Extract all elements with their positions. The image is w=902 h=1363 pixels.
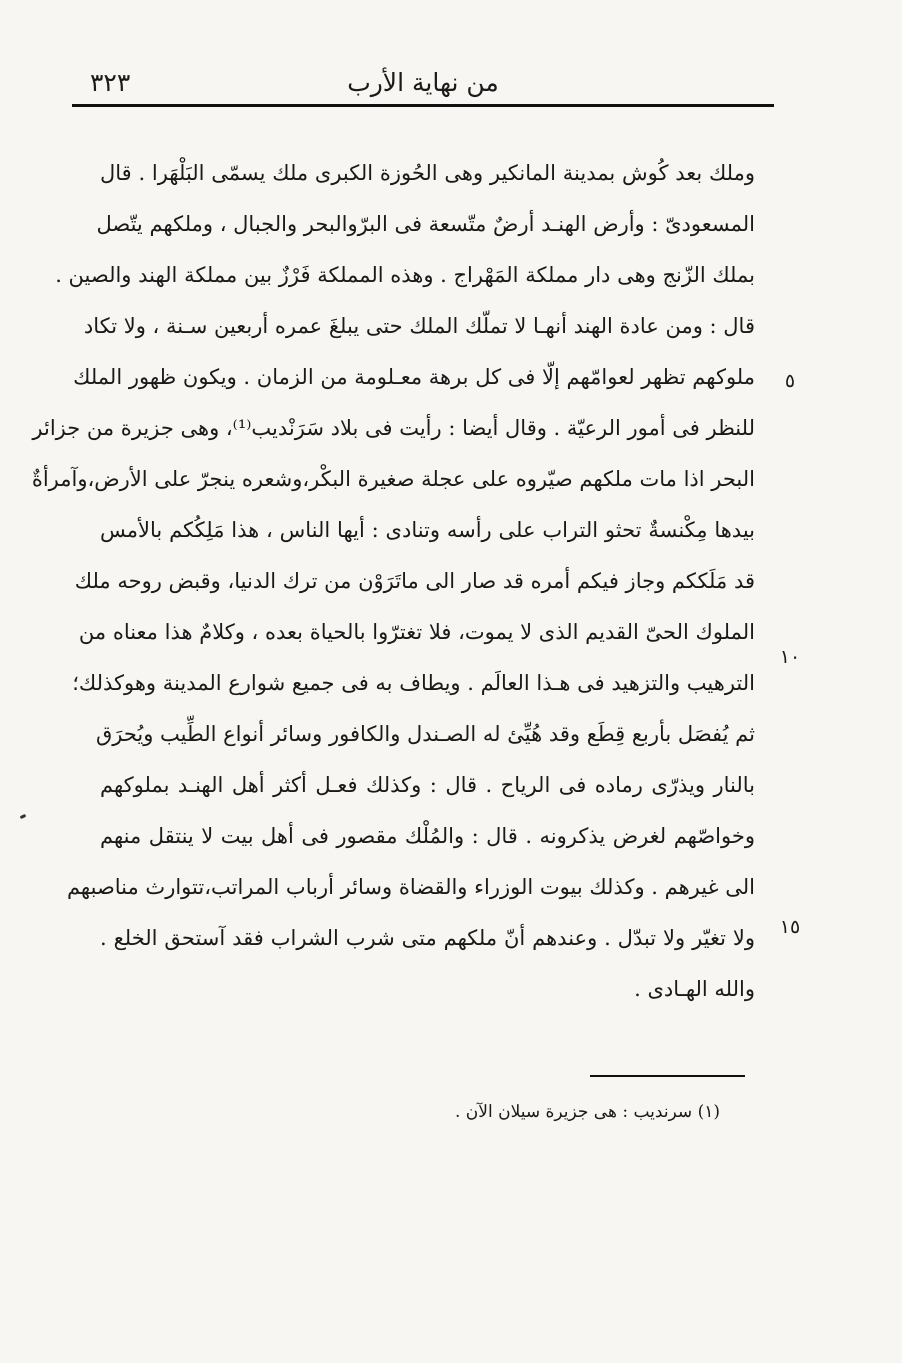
text-line: وملك بعد كُوش بمدينة المانكير وهى الحُوزة الكبرى ملك يسمّى البَلْهَرا . قال — [100, 161, 755, 185]
footnote: (١) سرنديب : هى جزيرة سيلان الآن . — [454, 1102, 720, 1122]
text-line: الى غيرهم . وكذلك بيوت الوزراء والقضاة وسائر أرباب المراتب،تتوارث مناصبهم — [66, 875, 755, 899]
page-header — [72, 62, 774, 107]
text-line: المسعودىّ : وأرض الهنـد أرضٌ متّسعة فى البرّوالبحر والجبال ، وملكهم يتّصل — [96, 212, 755, 236]
line-number-marker: ١٠ — [779, 646, 801, 668]
text-line: بالنار ويذرّى رماده فى الرياح . قال : وكذلك فعـل أكثر أهل الهنـد بملوكهم — [100, 773, 755, 797]
main-text — [31, 148, 755, 1015]
running-title: من نهاية الأرب — [347, 68, 499, 97]
text-line: للنظر فى أمور الرعيّة . وقال أيضا : رأيت فى بلاد سَرَنْديب⁽¹⁾، وهى جزيرة من جزائر — [32, 416, 755, 440]
text-line: وخواصّهم لغرض يذكرونه . قال : والمُلْك مقصور فى أهل بيت لا ينتقل منهم — [100, 824, 755, 848]
text-line: بملك الزّنج وهى دار مملكة المَهْراج . وهذه المملكة فَرْزٌ بين مملكة الهند والصين . — [55, 263, 755, 287]
text-line: قال : ومن عادة الهند أنهـا لا تملّك الملك حتى يبلغَ عمره أربعين سـنة ، ولا تكاد — [83, 314, 755, 338]
text-line: ثم يُفصَل بأربع قِطَع وقد هُيِّئ له الصـندل والكافور وسائر أنواع الطِّيب ويُحرَق — [95, 722, 755, 746]
scan-speck — [20, 814, 27, 819]
text-line: ملوكهم تظهر لعوامّهم إلّا فى كل برهة معـلومة من الزمان . ويكون ظهور الملك — [73, 365, 755, 389]
text-line: والله الهـادى . — [634, 977, 755, 1001]
line-number-marker: ٥ — [784, 370, 796, 392]
footnote-separator — [590, 1075, 745, 1077]
text-line: الملوك الحىّ القديم الذى لا يموت، فلا تغترّوا بالحياة بعده ، وكلامٌ هذا معناه من — [78, 620, 755, 644]
text-line: قد مَلَككم وجاز فيكم أمره قد صار الى ماتَرَوْن من ترك الدنيا، وقبض روحه ملك — [74, 569, 755, 593]
text-line: ولا تغيّر ولا تبدّل . وعندهم أنّ ملكهم متى شرب الشراب فقد آستحق الخلع . — [100, 926, 755, 950]
line-number-marker: ١٥ — [779, 916, 801, 938]
page-number: ٣٢٣ — [90, 68, 131, 97]
text-line: الترهيب والتزهيد فى هـذا العالَم . ويطاف به فى جميع شوارع المدينة وهوكذلك؛ — [72, 671, 755, 695]
text-line: البحر اذا مات ملكهم صيّروه على عجلة صغيرة البكْر،وشعره ينجرّ على الأرض،وآمرأةٌ — [31, 467, 755, 491]
text-line: بيدها مِكْنسةٌ تحثو التراب على رأسه وتنادى : أيها الناس ، هذا مَلِكُكم بالأمس — [100, 518, 755, 542]
